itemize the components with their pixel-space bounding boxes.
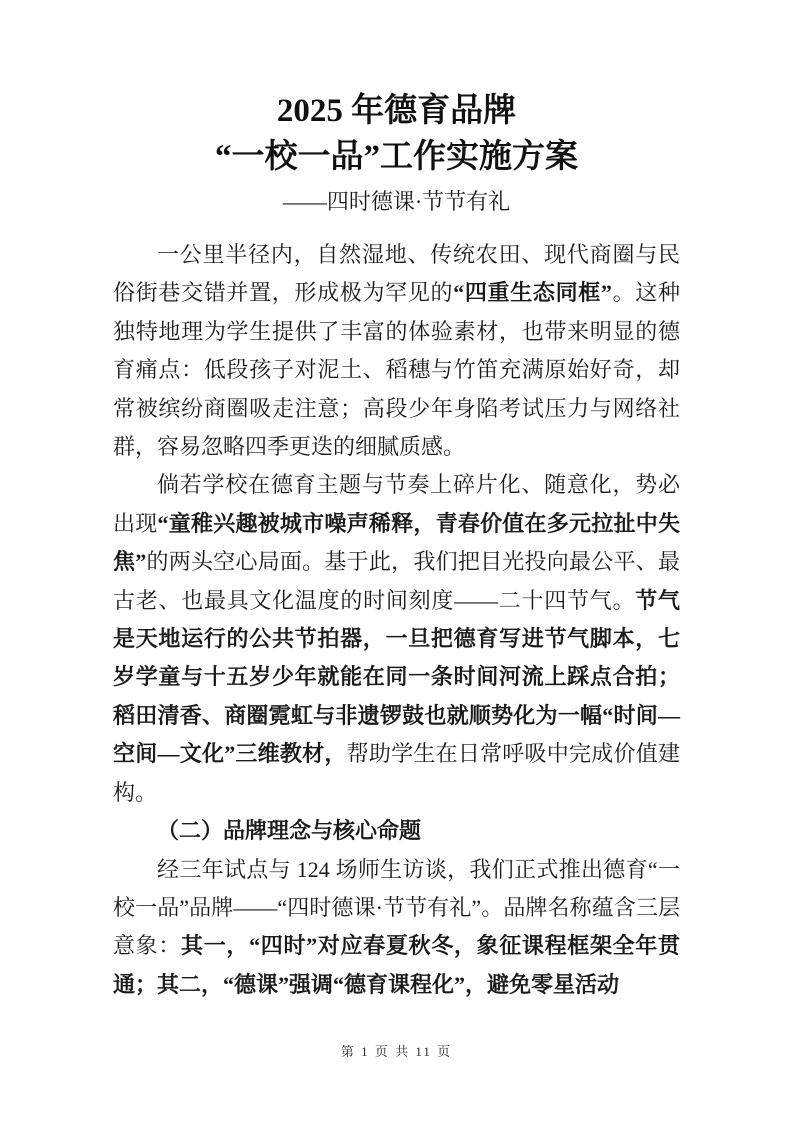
bold-text-run: 节气是天地运行的公共节拍器，一旦把德育写进节气脚本，七岁学童与十五岁少年就能在同一条时间河流上踩点合拍；稻田清香、商圈霓虹与非遗锣鼓也就顺势化为一幅“时间—空间—文化”三维教材，: [113, 587, 680, 767]
document-title-line1: 2025 年德育品牌: [276, 93, 517, 129]
document-subtitle: ——四时德课·节节有礼: [282, 189, 511, 214]
body-paragraph: [113, 236, 680, 466]
bold-text-run: 其一，“四时”对应春夏秋冬，象征课程框架全年贯通；其二，“德课”强调“德育课程化”，避免零星活动: [113, 933, 680, 997]
text-run: 倘若学校在德育主题与节奏上碎片化、随意化，势必出现: [113, 472, 680, 536]
page-number-footer: 第 1 页 共 11 页: [340, 1044, 453, 1059]
section-heading: [113, 812, 680, 850]
bold-text-run: “四重生态同框”: [453, 280, 612, 306]
text-run: 帮助学生在日常呼吸中完成价值建构。: [113, 741, 680, 805]
text-run: 。这种独特地理为学生提供了丰富的体验素材，也带来明显的德育痛点：低段孩子对泥土、稻穗与竹笛充满原始好奇，却常被缤纷商圈吸走注意；高段少年身陷考试压力与网络社群，容易忽略四季更迭的细腻质感。: [113, 280, 680, 460]
body-paragraph: [113, 466, 680, 812]
document-title-line2: “一校一品”工作实施方案: [215, 139, 578, 175]
title-block: [0, 0, 793, 224]
text-run: 一公里半径内，自然湿地、传统农田、现代商圈与民俗街巷交错并置，形成极为罕见的: [113, 242, 680, 306]
text-run: 的两头空心局面。基于此，我们把目光投向最公平、最古老、也最具文化温度的时间刻度——二十四节气。: [113, 549, 680, 613]
bold-text-run: （二）品牌理念与核心命题: [157, 818, 422, 844]
document-body: [113, 236, 680, 1004]
body-paragraph: [113, 851, 680, 1005]
bold-text-run: “童稚兴趣被城市噪声稀释，青春价值在多元拉扯中失焦”: [113, 510, 680, 575]
text-run: 经三年试点与 124 场师生访谈，我们正式推出德育“一校一品”品牌——“四时德课·节节有礼”。品牌名称蕴含三层意象：: [113, 856, 680, 959]
